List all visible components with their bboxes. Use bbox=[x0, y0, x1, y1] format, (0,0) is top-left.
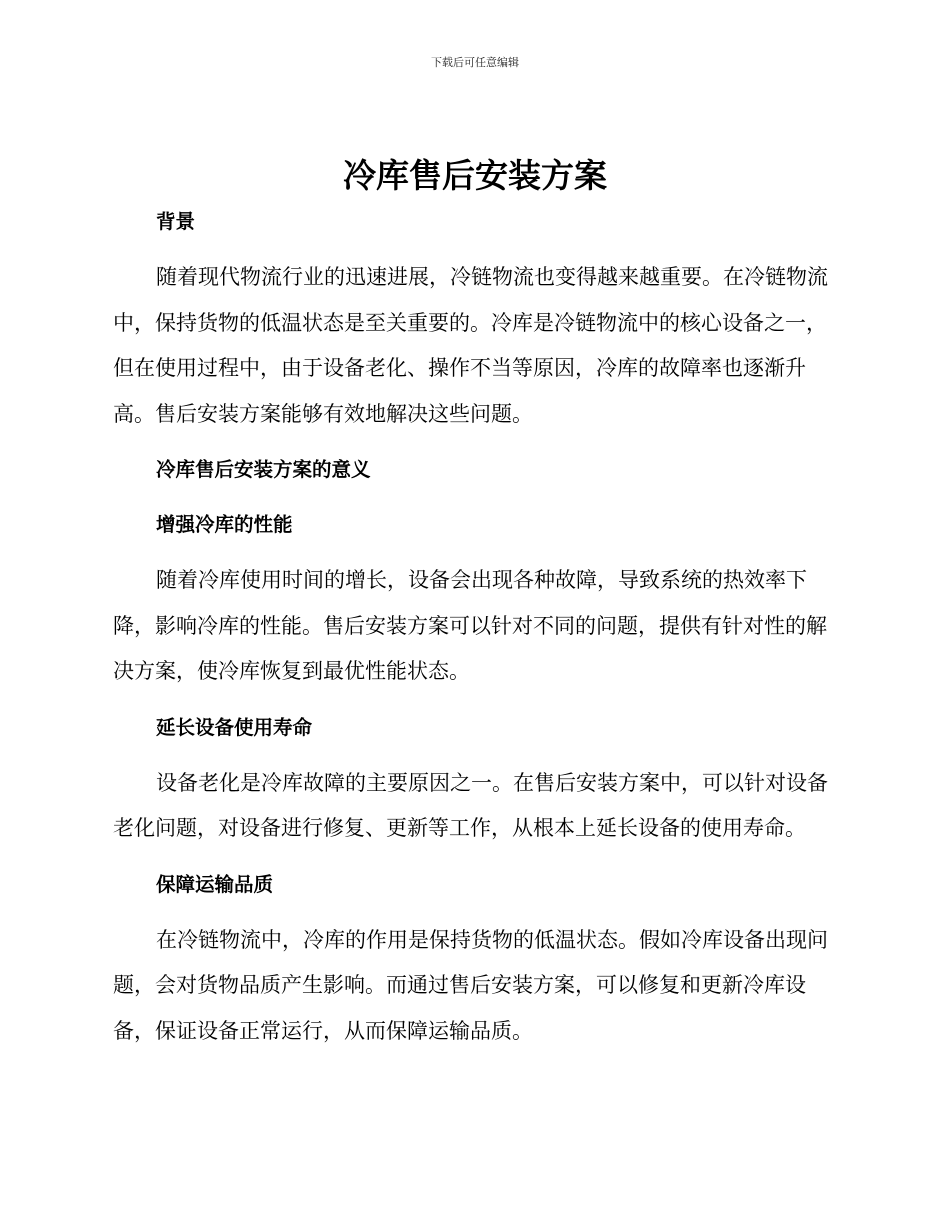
page-header-note: 下载后可任意编辑 bbox=[431, 56, 519, 69]
section-paragraph-transport-quality: 在冷链物流中，冷库的作用是保持货物的低温状态。假如冷库设备出现问题，会对货物品质产生影响。而通过售后安装方案，可以修复和更新冷库设备，保证设备正常运行，从而保障运输品质。 bbox=[113, 927, 828, 1043]
section-paragraph-performance: 随着冷库使用时间的增长，设备会出现各种故障，导致系统的热效率下降，影响冷库的性能。售后安装方案可以针对不同的问题，提供有针对性的解决方案，使冷库恢复到最优性能状态。 bbox=[113, 568, 827, 683]
section-paragraph-lifespan: 设备老化是冷库故障的主要原因之一。在售后安装方案中，可以针对设备老化问题，对设备进行修复、更新等工作，从根本上延长设备的使用寿命。 bbox=[113, 770, 828, 840]
section-heading-significance: 冷库售后安装方案的意义 bbox=[156, 458, 371, 481]
section-paragraph-background: 随着现代物流行业的迅速进展，冷链物流也变得越来越重要。在冷链物流中，保持货物的低温状态是至关重要的。冷库是冷链物流中的核心设备之一，但在使用过程中，由于设备老化、操作不当等原因，冷库的故障率也逐渐升高。售后安装方案能够有效地解决这些问题。 bbox=[113, 265, 828, 426]
section-heading-performance: 增强冷库的性能 bbox=[156, 513, 293, 536]
section-heading-background: 背景 bbox=[156, 210, 196, 233]
document-body bbox=[113, 200, 833, 1065]
section-heading-lifespan: 延长设备使用寿命 bbox=[156, 715, 313, 739]
section-heading-transport-quality: 保障运输品质 bbox=[156, 872, 274, 896]
document-title: 冷库售后安装方案 bbox=[343, 156, 607, 195]
